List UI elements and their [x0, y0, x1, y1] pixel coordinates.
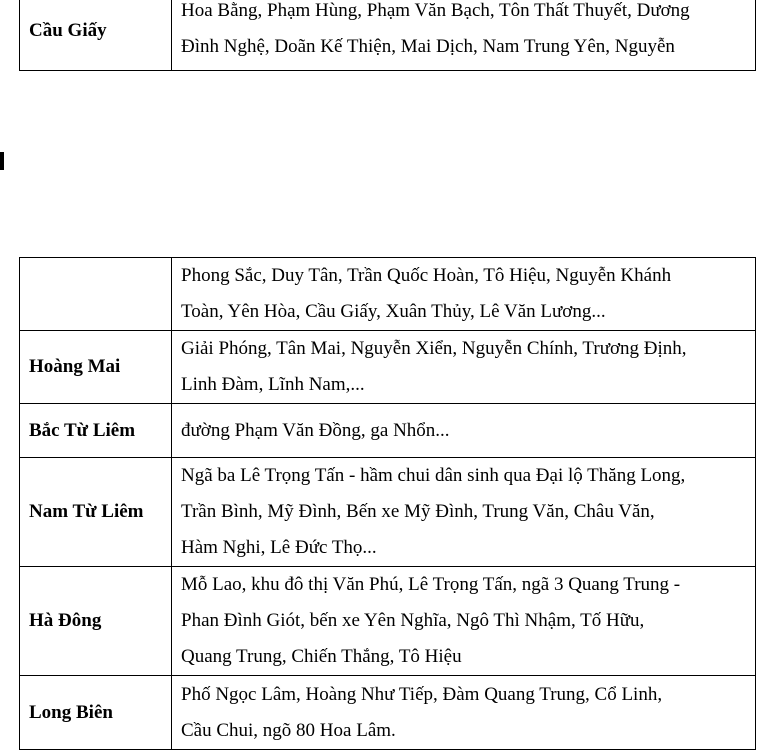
table-row: [20, 458, 756, 567]
street-line: Hoa Bằng, Phạm Hùng, Phạm Văn Bạch, Tôn Thất Thuyết, Dương: [181, 0, 690, 21]
streets-cell: [172, 676, 756, 750]
margin-mark: [0, 152, 4, 170]
streets-cell: [172, 0, 756, 71]
street-line: Trần Bình, Mỹ Đình, Bến xe Mỹ Đình, Trung Văn, Châu Văn,: [181, 501, 655, 522]
street-line: Hàm Nghi, Lê Đức Thọ...: [181, 537, 377, 558]
streets-cell: [172, 331, 756, 404]
table-row: [20, 567, 756, 676]
street-line: Đình Nghệ, Doãn Kế Thiện, Mai Dịch, Nam Trung Yên, Nguyễn: [181, 35, 675, 57]
streets-cell: [172, 458, 756, 567]
street-line: Linh Đàm, Lĩnh Nam,...: [181, 374, 365, 395]
table-row: [20, 676, 756, 750]
street-line: đường Phạm Văn Đồng, ga Nhổn...: [181, 419, 450, 441]
street-line: Mỗ Lao, khu đô thị Văn Phú, Lê Trọng Tấn, ngã 3 Quang Trung -: [181, 574, 681, 595]
street-line: Cầu Chui, ngõ 80 Hoa Lâm.: [181, 719, 396, 741]
streets-cell: [172, 404, 756, 458]
district-cell: Bắc Từ Liêm: [20, 404, 172, 458]
street-line: Phố Ngọc Lâm, Hoàng Như Tiếp, Đàm Quang Trung, Cổ Linh,: [181, 683, 663, 705]
district-cell: Cầu Giấy: [20, 0, 172, 71]
street-line: Quang Trung, Chiến Thắng, Tô Hiệu: [181, 646, 462, 667]
district-cell: Hoàng Mai: [20, 331, 172, 404]
street-table-bottom: [19, 257, 756, 750]
district-cell: Hà Đông: [20, 567, 172, 676]
table-row: [20, 331, 756, 404]
street-line: Ngã ba Lê Trọng Tấn - hầm chui dân sinh qua Đại lộ Thăng Long,: [181, 465, 686, 486]
street-line: Giải Phóng, Tân Mai, Nguyễn Xiển, Nguyễn Chính, Trương Định,: [181, 338, 687, 359]
district-cell: Nam Từ Liêm: [20, 458, 172, 567]
street-table-top: [19, 0, 756, 71]
district-cell: [20, 258, 172, 331]
street-line: Toàn, Yên Hòa, Cầu Giấy, Xuân Thủy, Lê Văn Lương...: [181, 301, 606, 322]
street-line: Phong Sắc, Duy Tân, Trần Quốc Hoàn, Tô Hiệu, Nguyễn Khánh: [181, 265, 672, 286]
table-row: [20, 0, 756, 71]
table-row: [20, 258, 756, 331]
streets-cell: [172, 567, 756, 676]
district-cell: Long Biên: [20, 676, 172, 750]
table-row: [20, 404, 756, 458]
streets-cell: [172, 258, 756, 331]
street-line: Phan Đình Giót, bến xe Yên Nghĩa, Ngô Thì Nhậm, Tố Hữu,: [181, 610, 645, 631]
